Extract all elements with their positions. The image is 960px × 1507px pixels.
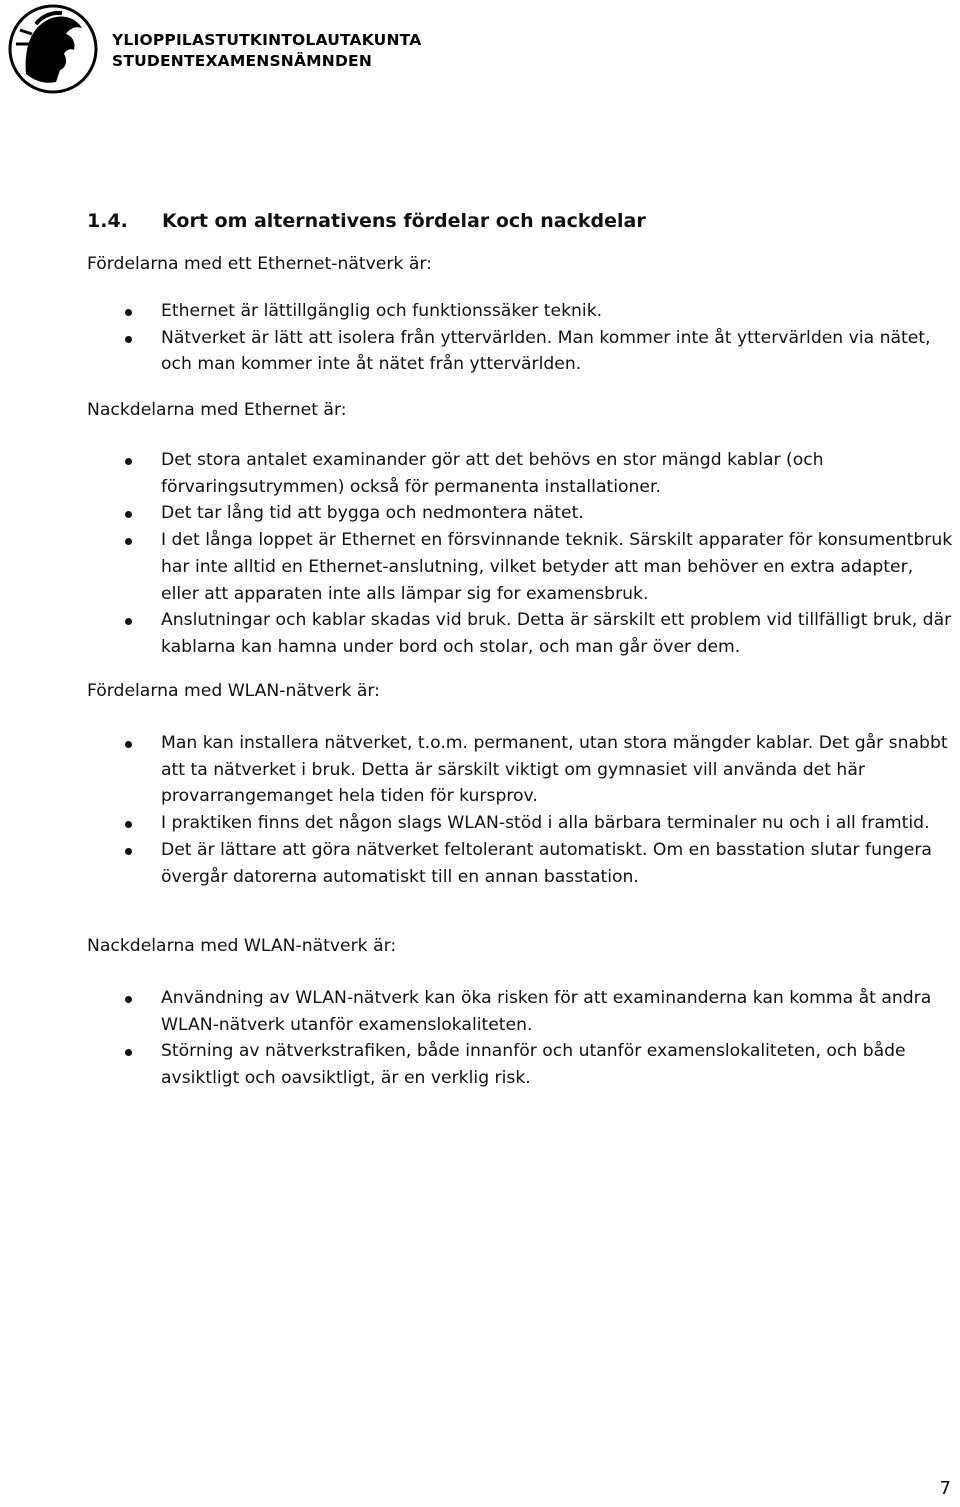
list-item: Anslutningar och kablar skadas vid bruk. Detta är särskilt ett problem vid tillfälligt bruk, där kablarna kan hamna under bord och stolar, och man går över dem.: [0, 607, 960, 660]
bullet-icon: [125, 618, 132, 625]
wlan-pros-list: [0, 730, 960, 890]
bullet-icon: [125, 538, 132, 545]
bullet-icon: [125, 309, 132, 316]
list-item: Det är lättare att göra nätverket feltolerant automatiskt. Om en basstation slutar fungera övergår datorerna automatiskt till en annan basstation.: [0, 837, 960, 890]
ethernet-cons-list: [0, 447, 960, 661]
bullet-icon: [125, 848, 132, 855]
list-item: Det stora antalet examinander gör att det behövs en stor mängd kablar (och förvaringsutrymmen) också för permanenta installationer.: [0, 447, 960, 500]
section-heading: [87, 210, 646, 232]
organization-name: [112, 30, 421, 72]
bullet-icon: [125, 511, 132, 518]
page-number: 7: [939, 1478, 951, 1499]
ethernet-pros-list: [0, 298, 960, 378]
section-title: Kort om alternativens fördelar och nackdelar: [162, 210, 646, 232]
bullet-icon: [125, 336, 132, 343]
list-item: I praktiken finns det någon slags WLAN-stöd i alla bärbara terminaler nu och i all framtid.: [0, 810, 960, 837]
bullet-icon: [125, 821, 132, 828]
org-name-swedish: STUDENTEXAMENSNÄMNDEN: [112, 52, 372, 70]
org-name-finnish: YLIOPPILASTUTKINTOLAUTAKUNTA: [112, 31, 422, 49]
list-item: I det långa loppet är Ethernet en försvinnande teknik. Särskilt apparater för konsumentbruk har inte alltid en Ethernet-anslutning, vilket betyder att man behöver en extra adapter, eller att apparaten inte alls lämpar sig for examensbruk.: [0, 527, 960, 607]
list-item: Ethernet är lättillgänglig och funktionssäker teknik.: [0, 298, 960, 325]
list-item: Användning av WLAN-nätverk kan öka risken för att examinanderna kan komma åt andra WLAN-nätverk utanför examenslokaliteten.: [0, 985, 960, 1038]
list-item: Man kan installera nätverket, t.o.m. permanent, utan stora mängder kablar. Det går snabbt att ta nätverket i bruk. Detta är särskilt viktigt om gymnasiet vill använda det här provarrangemanget hela tiden för kursprov.: [0, 730, 960, 810]
page-header: [6, 4, 422, 94]
bullet-icon: [125, 996, 132, 1003]
wlan-cons-intro: Nackdelarna med WLAN-nätverk är:: [87, 936, 397, 956]
wlan-pros-intro: Fördelarna med WLAN-nätverk är:: [87, 681, 380, 701]
bullet-icon: [125, 1049, 132, 1056]
ethernet-pros-intro: Fördelarna med ett Ethernet-nätverk är:: [87, 254, 432, 274]
wlan-cons-list: [0, 985, 960, 1092]
list-item: Störning av nätverkstrafiken, både innanför och utanför examenslokaliteten, och både avsiktligt och oavsiktligt, är en verklig risk.: [0, 1038, 960, 1091]
bullet-icon: [125, 458, 132, 465]
bullet-icon: [125, 741, 132, 748]
list-item: Nätverket är lätt att isolera från yttervärlden. Man kommer inte åt yttervärlden via nätet, och man kommer inte åt nätet från yttervärlden.: [0, 325, 960, 378]
list-item: Det tar lång tid att bygga och nedmontera nätet.: [0, 500, 960, 527]
ethernet-cons-intro: Nackdelarna med Ethernet är:: [87, 400, 347, 420]
section-number: 1.4.: [87, 210, 128, 232]
helmeted-head-logo-icon: [6, 4, 100, 94]
